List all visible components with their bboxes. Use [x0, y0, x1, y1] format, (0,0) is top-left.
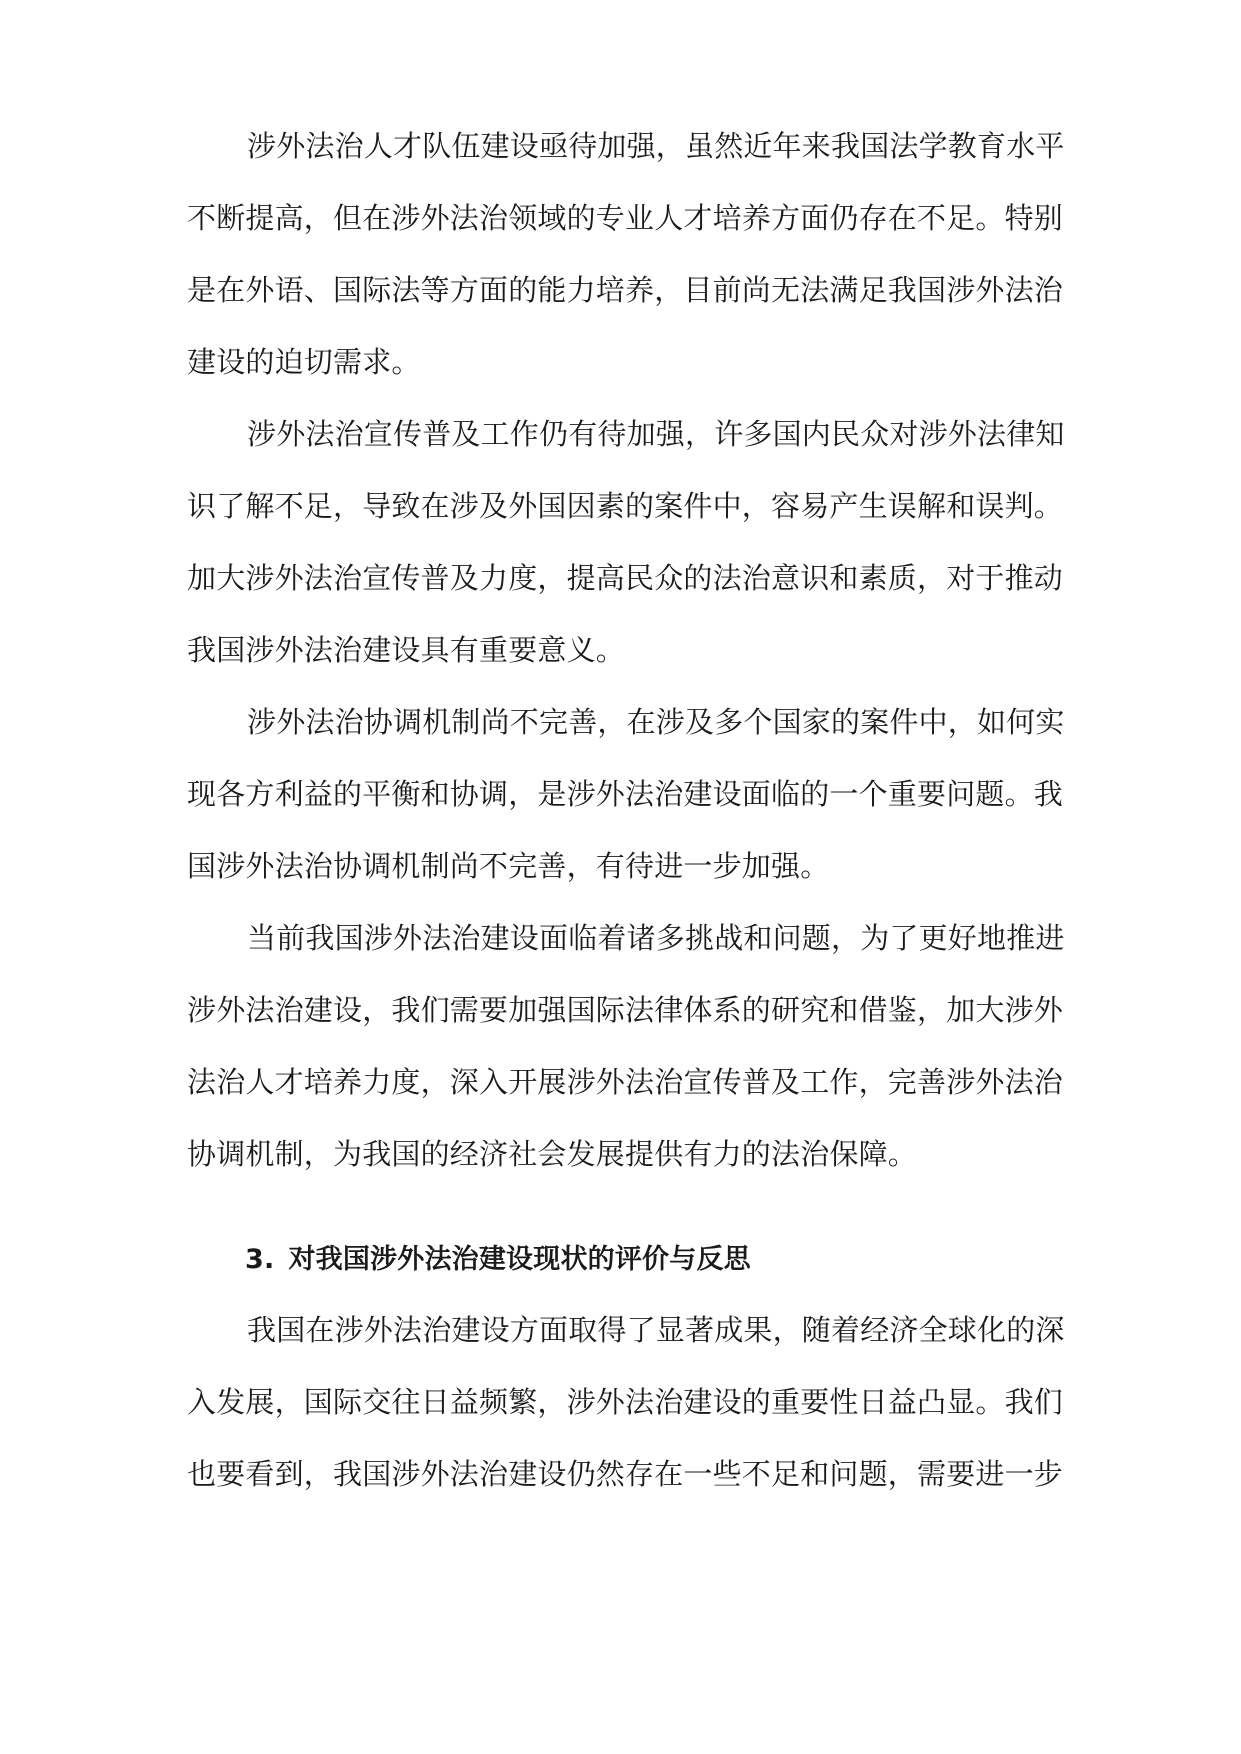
- paragraph: [187, 416, 1065, 668]
- text-line: 入发展，国际交往日益频繁，涉外法治建设的重要性日益凸显。我们: [187, 1385, 1064, 1419]
- section-title: 对我国涉外法治建设现状的评价与反思: [288, 1244, 751, 1275]
- text-line: 涉外法治建设，我们需要加强国际法律体系的研究和借鉴，加大涉外: [187, 993, 1064, 1027]
- paragraph: [187, 704, 1065, 884]
- text-line: 法治人才培养力度，深入开展涉外法治宣传普及工作，完善涉外法治: [187, 1065, 1064, 1099]
- text-line: 建设的迫切需求。: [187, 345, 421, 379]
- text-line: 现各方利益的平衡和协调，是涉外法治建设面临的一个重要问题。我: [187, 777, 1064, 811]
- paragraph: [187, 920, 1065, 1172]
- text-line: 是在外语、国际法等方面的能力培养，目前尚无法满足我国涉外法治: [187, 273, 1064, 307]
- document-page: [187, 128, 1065, 1492]
- text-line: 涉外法治协调机制尚不完善，在涉及多个国家的案件中，如何实: [247, 705, 1065, 739]
- text-line: 涉外法治人才队伍建设亟待加强，虽然近年来我国法学教育水平: [247, 129, 1065, 163]
- text-line: 我国涉外法治建设具有重要意义。: [187, 633, 626, 667]
- paragraph: [187, 1312, 1065, 1492]
- text-line: 涉外法治宣传普及工作仍有待加强，许多国内民众对涉外法律知: [247, 417, 1065, 451]
- text-line: 协调机制，为我国的经济社会发展提供有力的法治保障。: [187, 1137, 918, 1171]
- text-line: 也要看到，我国涉外法治建设仍然存在一些不足和问题，需要进一步: [187, 1457, 1064, 1491]
- text-line: 我国在涉外法治建设方面取得了显著成果，随着经济全球化的深: [247, 1313, 1065, 1347]
- text-line: 不断提高，但在涉外法治领域的专业人才培养方面仍存在不足。特别: [187, 201, 1064, 235]
- text-line: 识了解不足，导致在涉及外国因素的案件中，容易产生误解和误判。: [187, 489, 1064, 523]
- text-line: 国涉外法治协调机制尚不完善，有待进一步加强。: [187, 849, 830, 883]
- paragraph: [187, 128, 1065, 380]
- section-number: 3.: [245, 1244, 275, 1275]
- section-heading: [187, 1242, 1057, 1278]
- text-line: 当前我国涉外法治建设面临着诸多挑战和问题，为了更好地推进: [247, 921, 1065, 955]
- text-line: 加大涉外法治宣传普及力度，提高民众的法治意识和素质，对于推动: [187, 561, 1064, 595]
